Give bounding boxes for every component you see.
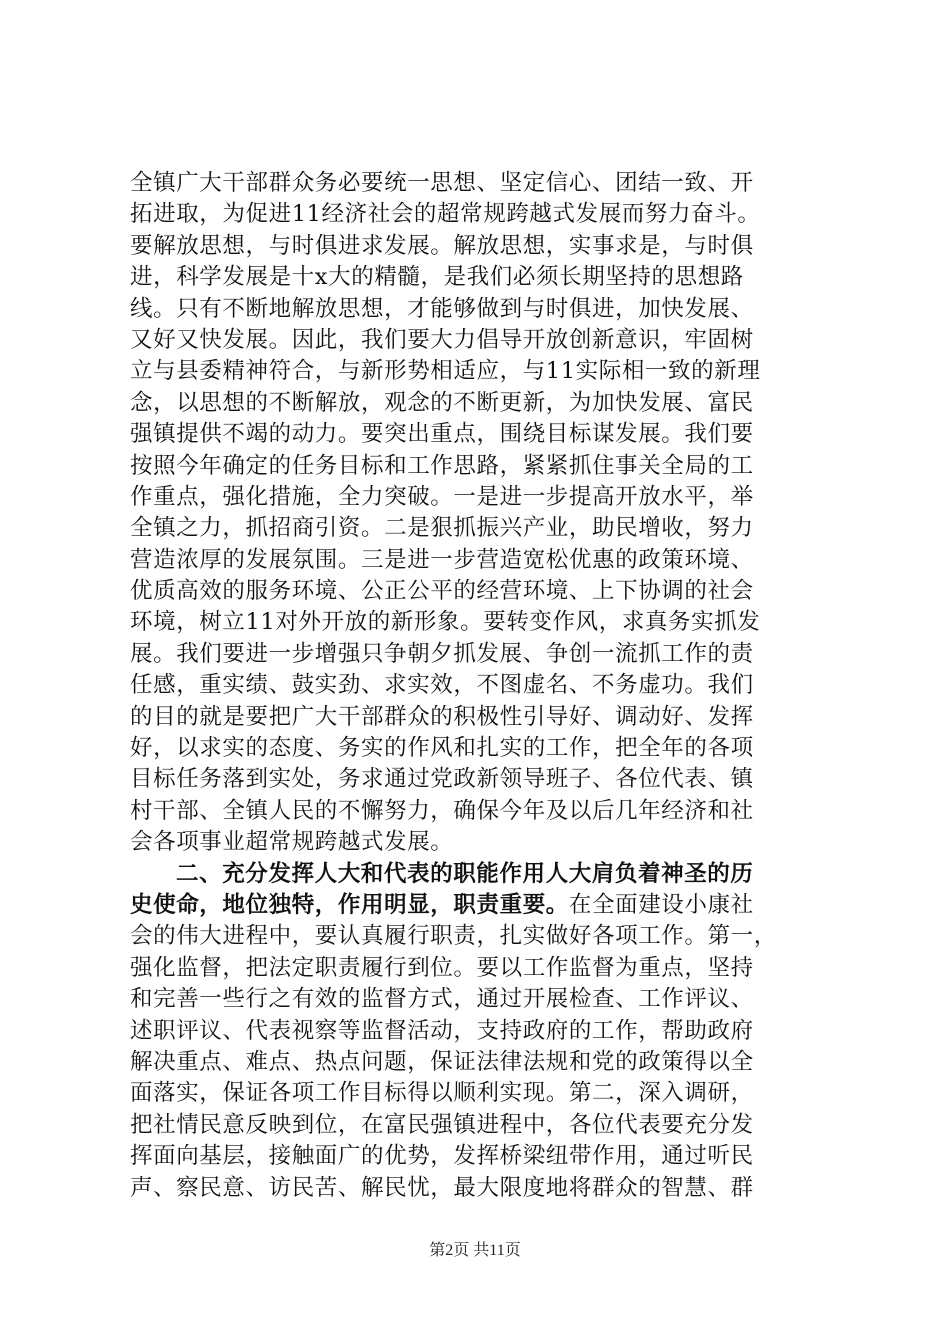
text-segment: 会各项事业超常规跨越式发展。	[130, 829, 454, 856]
text-segment: 村干部、全镇人民的不懈努力，确保今年及以后几年经济和社	[130, 797, 754, 824]
text-segment: 任感，重实绩、鼓实劲、求实效，不图虚名、不务虚功。我们	[130, 672, 754, 699]
text-line	[130, 733, 830, 764]
text-line	[130, 262, 830, 293]
text-line	[130, 953, 830, 984]
text-line	[130, 1047, 830, 1078]
text-segment: 好，以求实的态度、务实的作风和扎实的工作，把全年的各项	[130, 735, 754, 762]
text-line	[130, 388, 830, 419]
text-segment: 环境，树立11对外开放的新形象。要转变作风，求真务实抓发	[130, 609, 761, 636]
text-line	[130, 796, 830, 827]
text-line	[130, 451, 830, 482]
text-segment: 按照今年确定的任务目标和工作思路，紧紧抓住事关全局的工	[130, 452, 754, 479]
text-segment: 立与县委精神符合，与新形势相适应，与11实际相一致的新理	[130, 358, 761, 385]
text-segment: 和完善一些行之有效的监督方式，通过开展检查、工作评议、	[130, 986, 754, 1013]
text-segment: 解决重点、难点、热点问题，保证法律法规和党的政策得以全	[130, 1048, 754, 1075]
text-segment: 声、察民意、访民苦、解民忧，最大限度地将群众的智慧、群	[130, 1174, 754, 1201]
text-line	[130, 1141, 830, 1172]
text-line	[130, 890, 830, 921]
text-segment: 拓进取，为促进11经济社会的超常规跨越式发展而努力奋斗。	[130, 201, 761, 228]
text-segment: 的目的就是要把广大干部群众的积极性引导好、调动好、发挥	[130, 703, 754, 730]
text-line	[130, 1173, 830, 1204]
text-line	[130, 576, 830, 607]
text-line	[130, 1078, 830, 1109]
text-segment: 营造浓厚的发展氛围。三是进一步营造宽松优惠的政策环境、	[130, 546, 754, 573]
text-segment: 展。我们要进一步增强只争朝夕抓发展、争创一流抓工作的责	[130, 640, 754, 667]
text-segment: 会的伟大进程中，要认真履行职责，扎实做好各项工作。第一，	[130, 923, 777, 950]
text-line	[130, 764, 830, 795]
text-line	[130, 168, 830, 199]
text-segment: 进，科学发展是十x大的精髓，是我们必须长期坚持的思想路	[130, 264, 744, 291]
text-segment: 挥面向基层，接触面广的优势，发挥桥梁纽带作用，通过听民	[130, 1143, 754, 1170]
text-segment: 全镇之力，抓招商引资。二是狠抓振兴产业，助民增收，努力	[130, 515, 754, 542]
text-segment: 目标任务落到实处，务求通过党政新领导班子、各位代表、镇	[130, 766, 754, 793]
text-line	[130, 231, 830, 262]
text-segment: 作重点，强化措施，全力突破。一是进一步提高开放水平，举	[130, 483, 754, 510]
text-line	[130, 199, 830, 230]
text-line	[130, 513, 830, 544]
text-line	[130, 419, 830, 450]
text-line	[130, 325, 830, 356]
text-line	[130, 482, 830, 513]
text-segment: 强镇提供不竭的动力。要突出重点，围绕目标谋发展。我们要	[130, 421, 754, 448]
document-body	[130, 168, 830, 1204]
text-segment: 全镇广大干部群众务必要统一思想、坚定信心、团结一致、开	[130, 170, 754, 196]
text-segment: 在全面建设小康社	[568, 891, 754, 918]
text-line	[130, 356, 830, 387]
text-segment: 要解放思想，与时俱进求发展。解放思想，实事求是，与时俱	[130, 232, 754, 259]
text-segment: 述职评议、代表视察等监督活动，支持政府的工作，帮助政府	[130, 1017, 754, 1044]
text-line	[130, 639, 830, 670]
text-line	[130, 545, 830, 576]
text-line	[130, 859, 830, 890]
text-segment: 面落实，保证各项工作目标得以顺利实现。第二，深入调研，	[130, 1080, 754, 1107]
text-line	[130, 670, 830, 701]
text-segment: 线。只有不断地解放思想，才能够做到与时俱进，加快发展、	[130, 295, 754, 322]
text-line	[130, 827, 830, 858]
text-line	[130, 702, 830, 733]
text-line	[130, 1110, 830, 1141]
text-line	[130, 607, 830, 638]
text-segment: 念，以思想的不断解放，观念的不断更新，为加快发展、富民	[130, 389, 754, 416]
text-line	[130, 294, 830, 325]
text-segment: 优质高效的服务环境、公正公平的经营环境、上下协调的社会	[130, 578, 754, 605]
text-segment: 把社情民意反映到位，在富民强镇进程中，各位代表要充分发	[130, 1111, 754, 1138]
text-segment: 又好又快发展。因此，我们要大力倡导开放创新意识，牢固树	[130, 326, 754, 353]
page-footer: 第2页 共11页	[429, 1242, 521, 1259]
bold-text-segment: 史使命，地位独特，作用明显，职责重要。	[130, 891, 569, 918]
text-line	[130, 984, 830, 1015]
text-segment: 强化监督，把法定职责履行到位。要以工作监督为重点，坚持	[130, 954, 754, 981]
text-line	[130, 1016, 830, 1047]
text-line	[130, 921, 830, 952]
bold-text-segment: 二、充分发挥人大和代表的职能作用人大肩负着神圣的历	[176, 860, 754, 887]
